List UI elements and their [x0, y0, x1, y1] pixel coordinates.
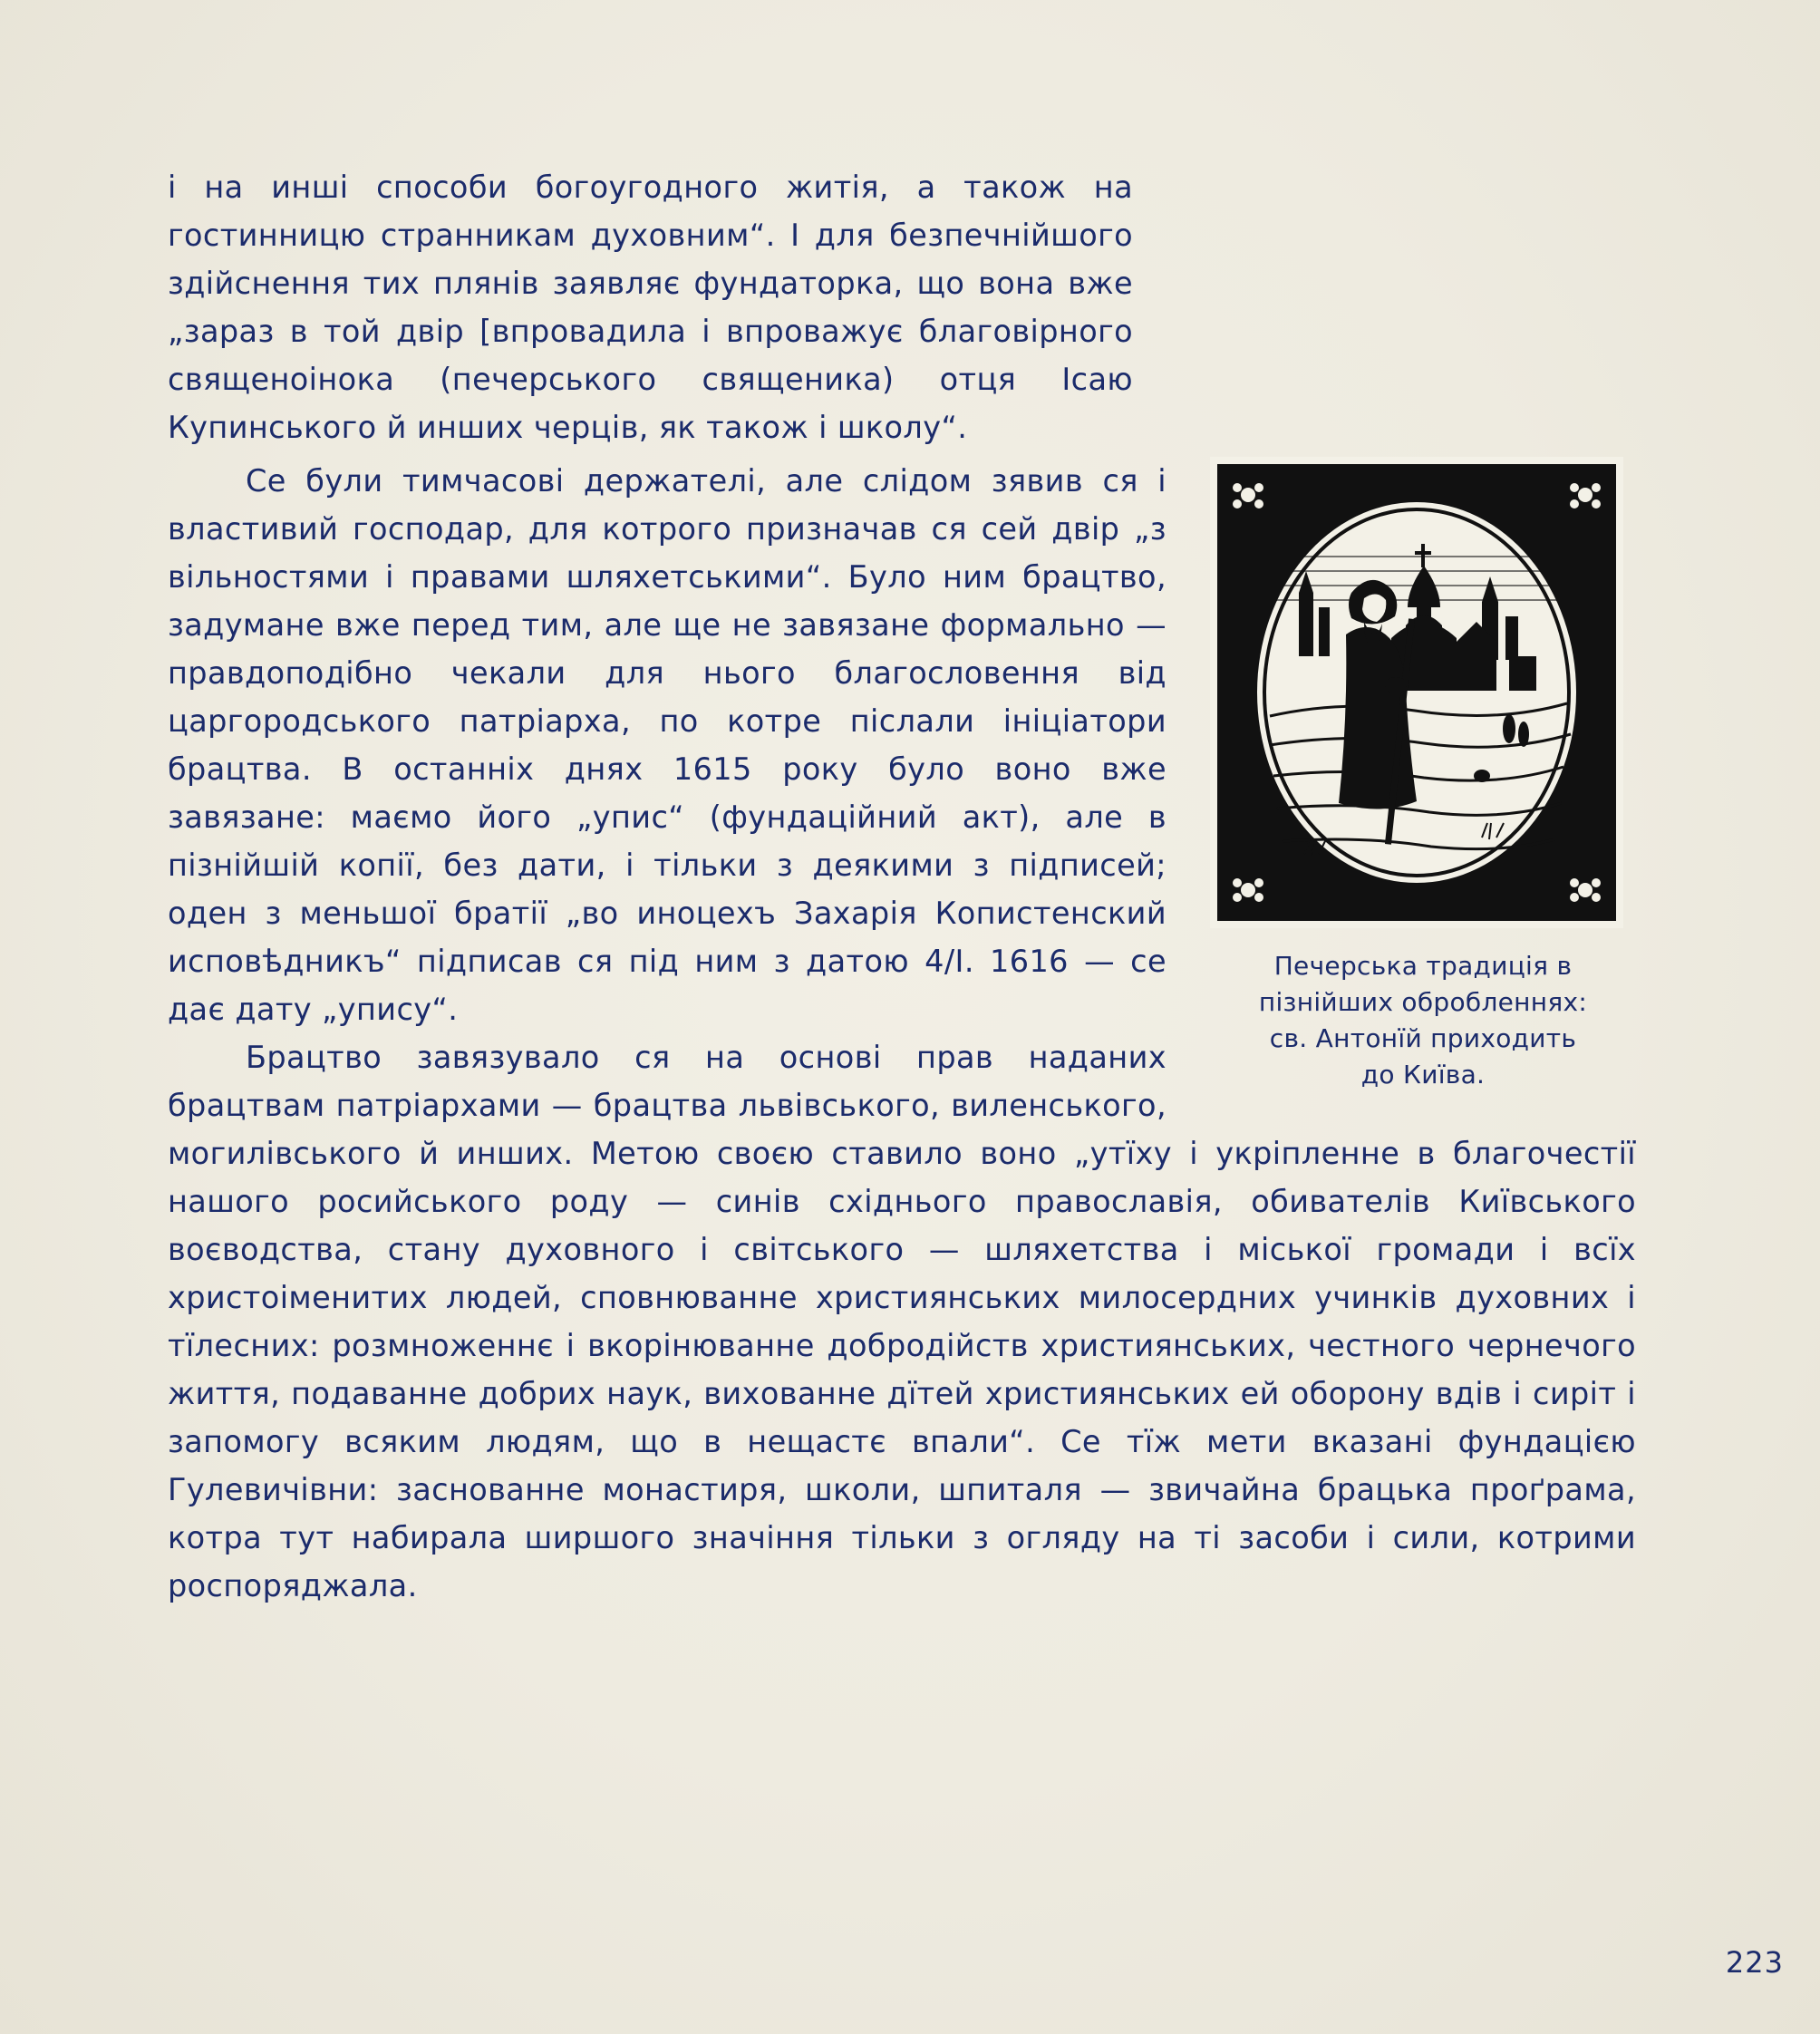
paragraph-continuation: і на инші способи богоугодного житія, а також на гостинницю странникам духовним“. І для безпечнійшого здійснення тих плянів заявляє фундаторка, що вона вже „зараз в той двір [впровадила і впроважує благовірного священоінока (печерського священика) отця Ісаю Купинського й инших черців, як також і школу“.	[168, 170, 1133, 445]
figure-caption	[1210, 948, 1636, 1093]
page-content	[168, 163, 1636, 1885]
paragraph-brotherhood-founding: Се були тимчасові держателі, але слідом зявив ся і властивий господар, для котрого призначав ся сей двір „з вільностями і правами шляхетськими“. Було ним брацтво, задумане вже перед тим, але ще не завязане формально — правдоподібно чекали для нього благословення від царгородського патріарха, по котре післали ініціатори брацтва. В останніх днях 1615 року було воно вже завязане: маємо його „упис“ (фундаційний акт), але в пізнійшій копії, без дати, і тільки з деякими з підписей; оден з меньшої братії „во иноцехъ Захарія Копистенский исповѣдникъ“ підписав ся під ним з датою 4/I. 1616 — се дає дату „упису“.	[168, 463, 1167, 1027]
woodcut-illustration-icon	[1210, 457, 1623, 928]
figure	[1210, 457, 1636, 1093]
paragraph-brotherhood-rights: Брацтво завязувало ся на основі прав наданих брацтвам патріархами — брацтва львівського, виленського, могилівського й инших. Метою своєю ставило воно „утїху і укріпленне в благочестії нашого росийського роду — синів східнього православія, обивателів Київського воєводства, стану духовного і світського — шляхетства і міської громади і всїх христоіменитих людей, сповнюванне християнських милосердних учинків духовних і тїлесних: розмноженнє і вкорінюванне добродійств християнських, честного чернечого життя, подаванне добрих наук, вихованне дїтей християнських ей оборону вдів і сиріт і запомогу всяким людям, що в нещастє впали“. Се тїж мети вказані фундацією Гулевичівни: заснованне монастиря, школи, шпиталя — звичайна брацька проґрама, котра тут набирала ширшого значіння тільки з огляду на ті засоби і сили, котрими роспоряджала.	[168, 1040, 1636, 1603]
figure-caption-line-2: пізнійших оброблeннях:	[1258, 987, 1588, 1017]
figure-caption-line-3: св. Антонїй приходить	[1269, 1023, 1577, 1053]
text-with-figure-block	[168, 457, 1636, 1610]
page-number: 223	[1725, 1945, 1784, 1980]
figure-caption-line-1: Печерська традиція в	[1273, 951, 1573, 981]
figure-image	[1210, 457, 1623, 928]
figure-caption-line-4: до Київа.	[1360, 1060, 1486, 1090]
